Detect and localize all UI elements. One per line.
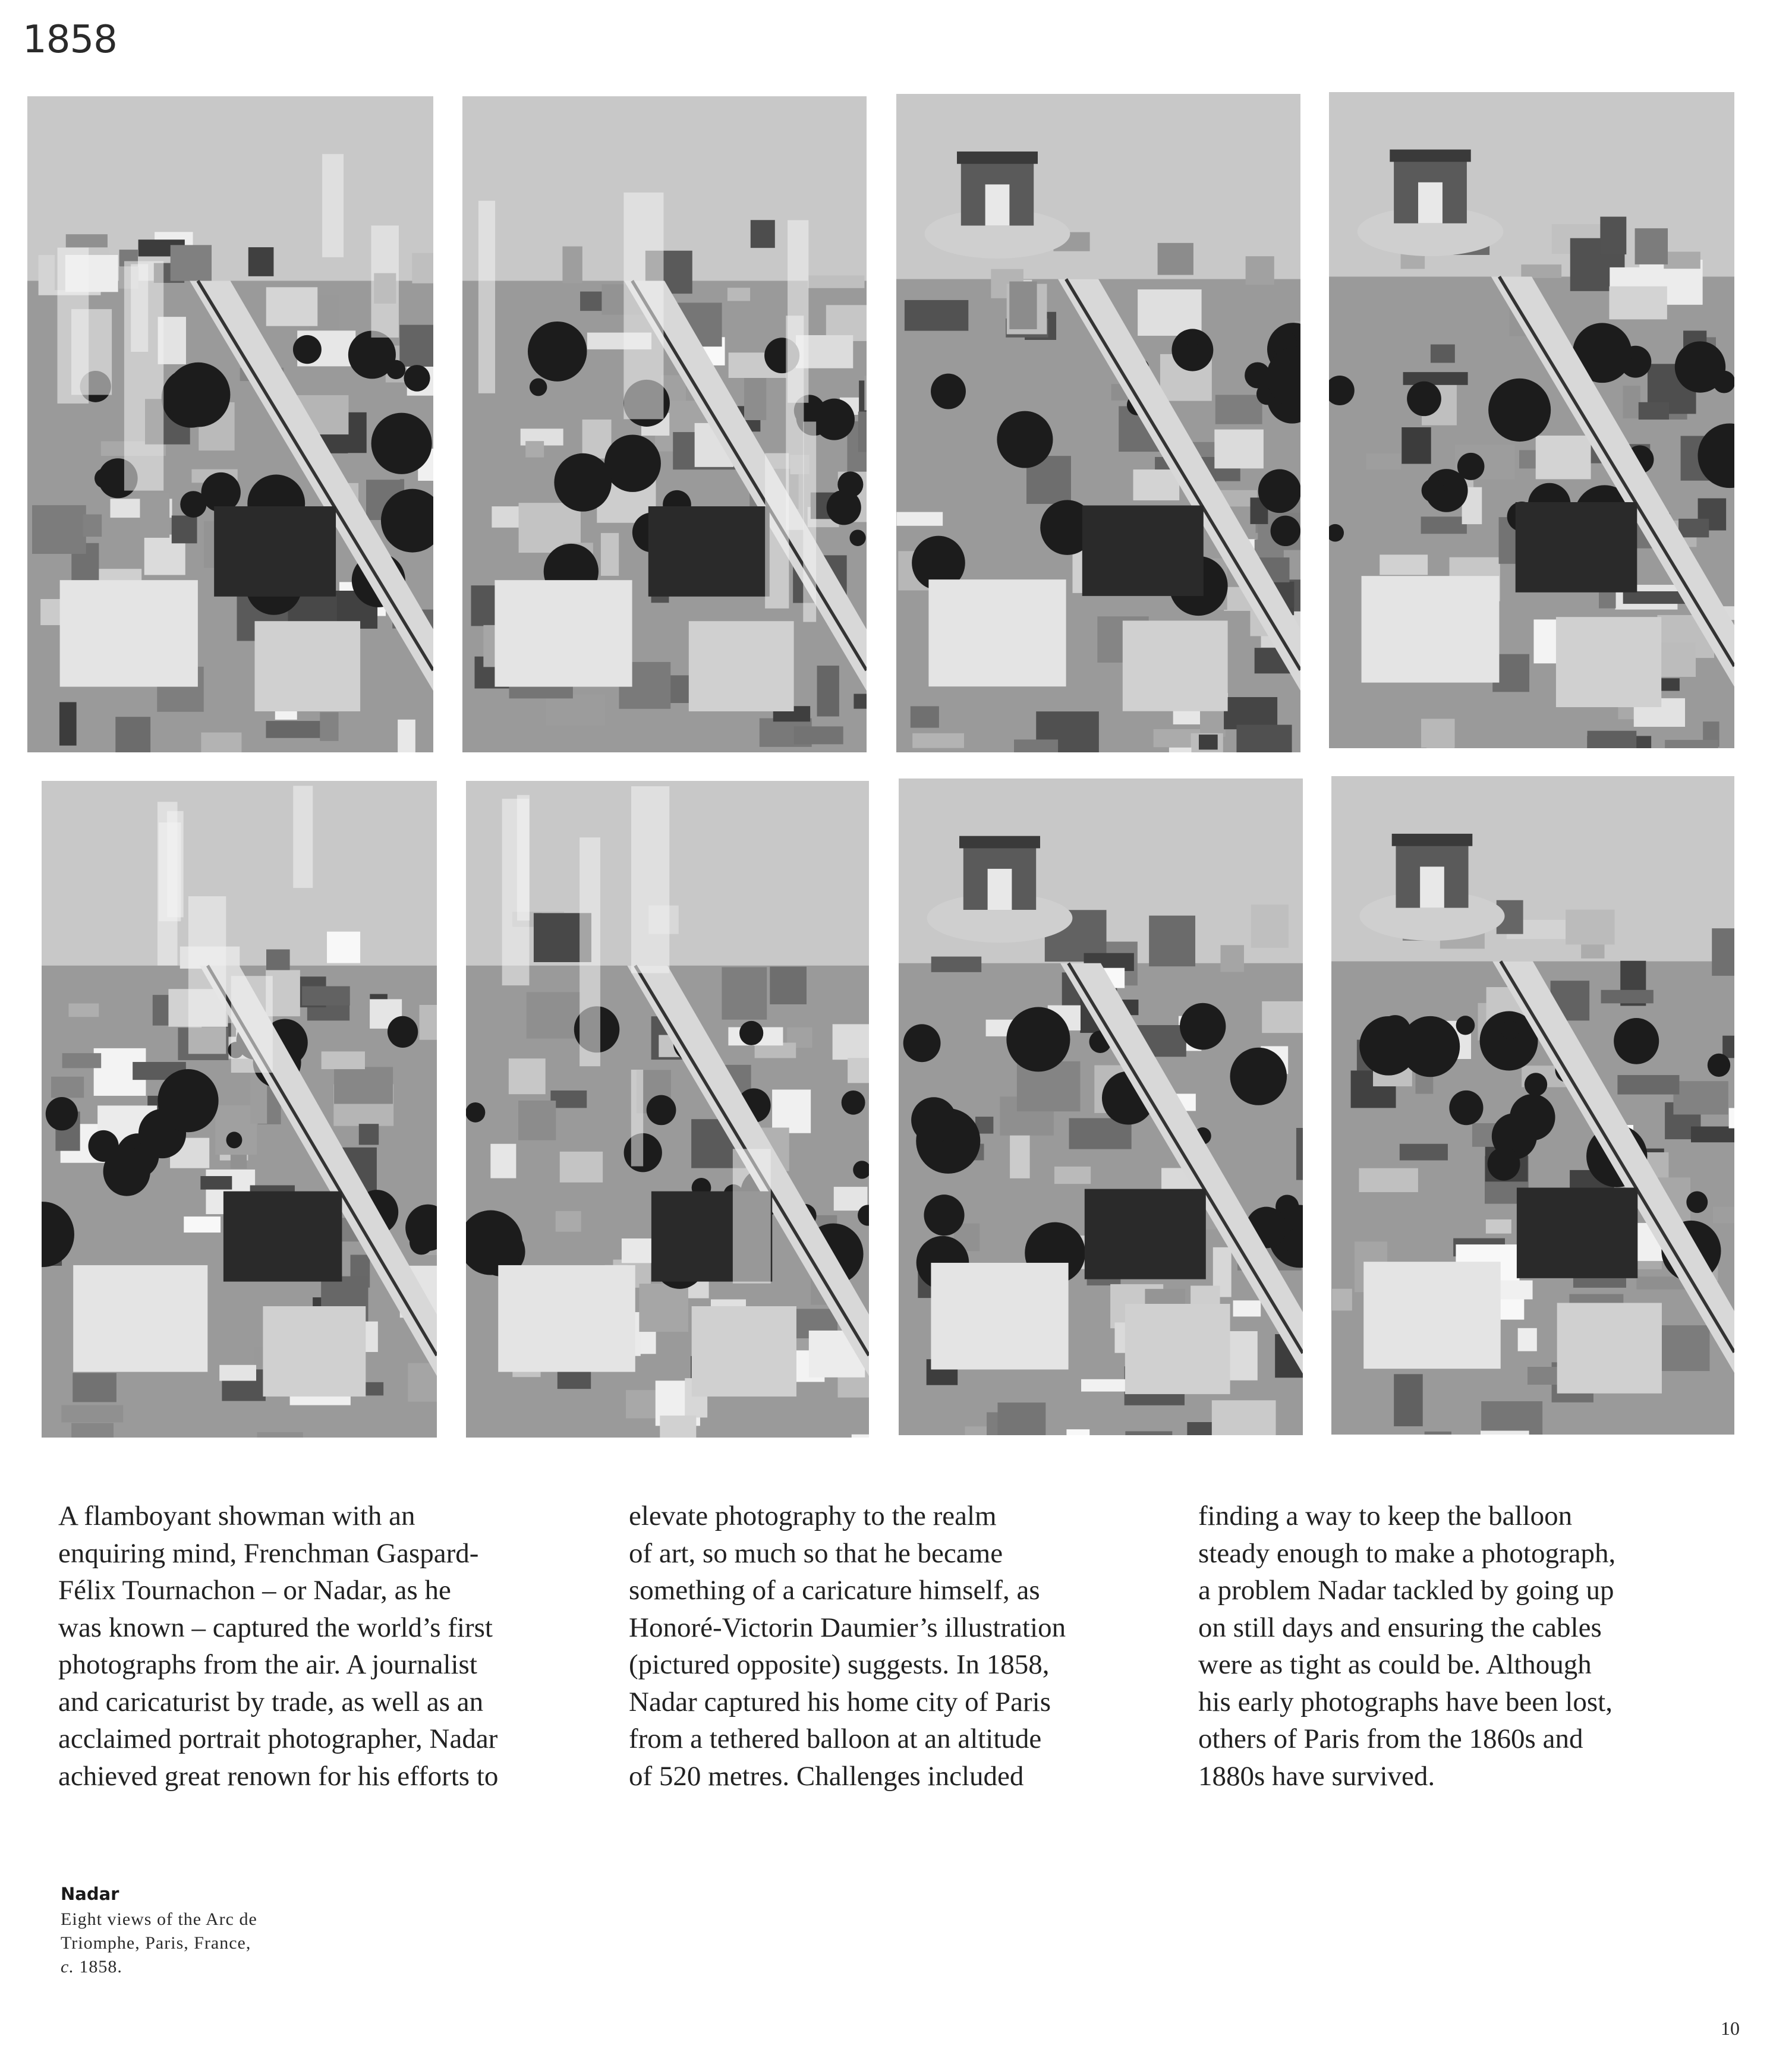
body-line: photographs from the air. A journalist bbox=[58, 1649, 477, 1680]
body-line: achieved great renown for his efforts to bbox=[58, 1760, 499, 1792]
body-line: Félix Tournachon – or Nadar, as he bbox=[58, 1575, 451, 1606]
aerial-photo-image bbox=[466, 781, 869, 1438]
aerial-photo bbox=[896, 94, 1300, 752]
body-line: (pictured opposite) suggests. In 1858, bbox=[629, 1649, 1050, 1680]
page-number: 10 bbox=[1721, 2018, 1740, 2039]
body-column-1 bbox=[58, 1498, 611, 1795]
caption-year: 1858. bbox=[79, 1957, 122, 1977]
body-line: acclaimed portrait photographer, Nadar bbox=[58, 1723, 498, 1754]
section-year: 1858 bbox=[23, 18, 117, 62]
photo-caption bbox=[61, 1884, 370, 1979]
body-line: a problem Nadar tackled by going up bbox=[1198, 1575, 1614, 1606]
body-line: of 520 metres. Challenges included bbox=[629, 1760, 1024, 1792]
body-line: of art, so much so that he became bbox=[629, 1537, 1003, 1569]
body-line: was known – captured the world’s first bbox=[58, 1612, 493, 1643]
body-line: enquiring mind, Frenchman Gaspard- bbox=[58, 1537, 479, 1569]
aerial-photo-image bbox=[27, 96, 433, 752]
caption-line: Triomphe, Paris, France, bbox=[61, 1933, 251, 1953]
caption-line: Eight views of the Arc de bbox=[61, 1909, 257, 1929]
body-line: finding a way to keep the balloon bbox=[1198, 1501, 1573, 1531]
body-line: Honoré-Victorin Daumier’s illustration bbox=[629, 1612, 1066, 1643]
body-line: 1880s have survived. bbox=[1198, 1760, 1435, 1792]
body-column-3 bbox=[1198, 1498, 1733, 1795]
body-line: A flamboyant showman with an bbox=[58, 1501, 415, 1531]
body-line: from a tethered balloon at an altitude bbox=[629, 1723, 1042, 1754]
aerial-photo bbox=[1329, 92, 1734, 748]
body-line: something of a caricature himself, as bbox=[629, 1575, 1040, 1606]
body-line: his early photographs have been lost, bbox=[1198, 1686, 1613, 1717]
caption-line bbox=[61, 1955, 370, 1979]
aerial-photo-image bbox=[1331, 776, 1734, 1435]
aerial-photo bbox=[1331, 776, 1734, 1435]
aerial-photo-image bbox=[899, 778, 1303, 1435]
body-line: others of Paris from the 1860s and bbox=[1198, 1723, 1583, 1754]
body-line: were as tight as could be. Although bbox=[1198, 1649, 1592, 1680]
aerial-photo-image bbox=[896, 94, 1300, 752]
aerial-photo-image bbox=[1329, 92, 1734, 748]
aerial-photo bbox=[466, 781, 869, 1438]
caption-circa: c. bbox=[61, 1957, 74, 1977]
body-line: on still days and ensuring the cables bbox=[1198, 1612, 1602, 1643]
body-line: and caricaturist by trade, as well as an bbox=[58, 1686, 484, 1717]
body-line: steady enough to make a photograph, bbox=[1198, 1537, 1616, 1569]
aerial-photo bbox=[42, 781, 437, 1438]
aerial-photo bbox=[899, 778, 1303, 1435]
aerial-photo-image bbox=[42, 781, 437, 1438]
body-line: elevate photography to the realm bbox=[629, 1501, 997, 1531]
aerial-photo-image bbox=[462, 96, 867, 752]
aerial-photo bbox=[27, 96, 433, 752]
body-column-2 bbox=[629, 1498, 1176, 1795]
caption-title: Nadar bbox=[61, 1884, 119, 1904]
body-line: Nadar captured his home city of Paris bbox=[629, 1686, 1051, 1717]
aerial-photo bbox=[462, 96, 867, 752]
